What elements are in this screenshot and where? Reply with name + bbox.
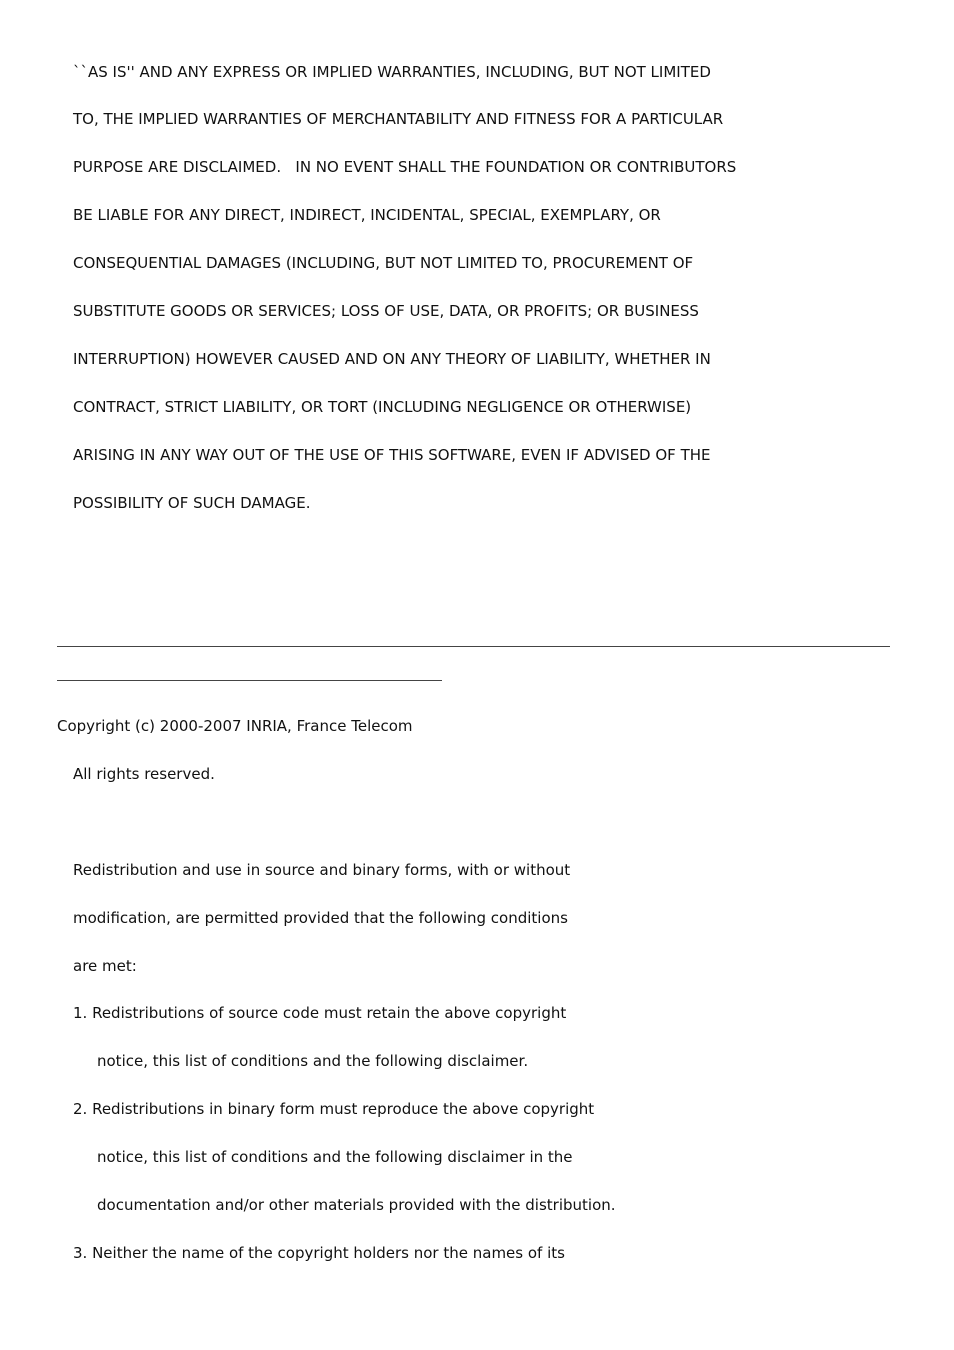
separator-rule (57, 646, 890, 647)
license-intro-line: are met: (73, 957, 137, 975)
disclaimer-line: BE LIABLE FOR ANY DIRECT, INDIRECT, INCIDENTAL, SPECIAL, EXEMPLARY, OR (73, 206, 661, 224)
condition-1: 1. Redistributions of source code must retain the above copyright (73, 1004, 567, 1022)
condition-2-continued: notice, this list of conditions and the following disclaimer in the (97, 1148, 573, 1166)
separator-rule-short (57, 680, 442, 681)
disclaimer-line: TO, THE IMPLIED WARRANTIES OF MERCHANTABILITY AND FITNESS FOR A PARTICULAR (73, 110, 724, 128)
disclaimer-line: CONTRACT, STRICT LIABILITY, OR TORT (INCLUDING NEGLIGENCE OR OTHERWISE) (73, 398, 692, 416)
copyright-notice: Copyright (c) 2000-2007 INRIA, France Telecom (57, 717, 413, 735)
condition-2: 2. Redistributions in binary form must reproduce the above copyright (73, 1100, 595, 1118)
condition-1-continued: notice, this list of conditions and the following disclaimer. (97, 1052, 529, 1070)
disclaimer-line: ``AS IS'' AND ANY EXPRESS OR IMPLIED WARRANTIES, INCLUDING, BUT NOT LIMITED (73, 63, 711, 81)
license-intro-line: modification, are permitted provided that the following conditions (73, 909, 568, 927)
license-intro-line: Redistribution and use in source and binary forms, with or without (73, 861, 571, 879)
disclaimer-line: CONSEQUENTIAL DAMAGES (INCLUDING, BUT NOT LIMITED TO, PROCUREMENT OF (73, 254, 694, 272)
rights-reserved: All rights reserved. (73, 765, 215, 783)
disclaimer-line: SUBSTITUTE GOODS OR SERVICES; LOSS OF USE, DATA, OR PROFITS; OR BUSINESS (73, 302, 699, 320)
disclaimer-line: PURPOSE ARE DISCLAIMED. IN NO EVENT SHALL THE FOUNDATION OR CONTRIBUTORS (73, 158, 737, 176)
disclaimer-line: POSSIBILITY OF SUCH DAMAGE. (73, 494, 311, 512)
disclaimer-line: ARISING IN ANY WAY OUT OF THE USE OF THIS SOFTWARE, EVEN IF ADVISED OF THE (73, 446, 711, 464)
disclaimer-line: INTERRUPTION) HOWEVER CAUSED AND ON ANY THEORY OF LIABILITY, WHETHER IN (73, 350, 711, 368)
condition-2-continued: documentation and/or other materials provided with the distribution. (97, 1196, 616, 1214)
condition-3: 3. Neither the name of the copyright holders nor the names of its (73, 1244, 565, 1262)
